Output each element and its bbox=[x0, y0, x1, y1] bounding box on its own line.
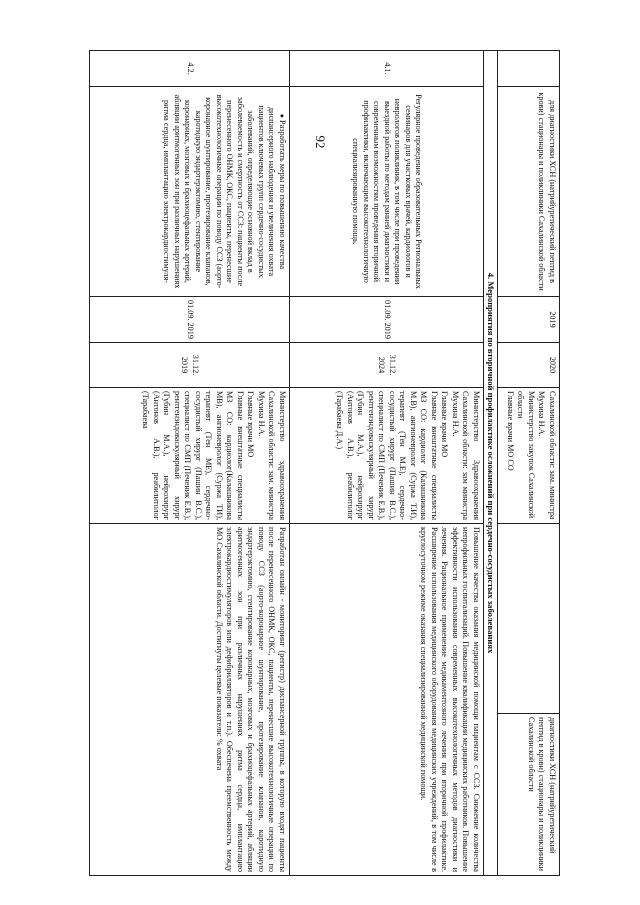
responsible-line: Главные врачи МО bbox=[440, 391, 450, 458]
table-row bbox=[498, 51, 560, 876]
page-number: 92 bbox=[313, 135, 328, 149]
end-date-cell: 2020 bbox=[498, 343, 560, 388]
start-date-cell: 01.09. 2019 bbox=[290, 297, 484, 343]
responsible-line: Министерство здравоохранения Сахалинской области: зам. министра Мухина Н.А. bbox=[257, 391, 287, 520]
responsible-cell bbox=[498, 388, 560, 524]
end-date-cell: 31.12. 2019 bbox=[90, 343, 290, 388]
result-continuation-cell: диагностики ХСН (натрийуретический пептид в крови) стационары и поликлиники Сахалинской области bbox=[498, 714, 560, 876]
start-date-cell: 01.09. 2019 bbox=[90, 297, 290, 343]
responsible-cell bbox=[90, 388, 290, 524]
row-number: 4.1. bbox=[290, 51, 484, 87]
row-number bbox=[498, 51, 560, 87]
activity-cell bbox=[90, 87, 290, 297]
result-cell: Разработан онлайн - мониторинг (регистр) диспансерной группы, в которую входят пациенты после перенесенного ОНМК, ОКС, пациенты, перенесшие высокотехнологичные операции по поводу ССЗ (аорто-коронарное шунтирование, протезирование клапанов, каротидную эндартерэктомию, стентирование коронарных, мозговых и брахиоцефальных артерий, абляции аритмогенных зон при различных нарушениях ритма сердца, имплантацию электрокардиостимуляторов или дефибрилляторов и т.п.). Обеспечена преемственность между МО Сахалинской области. Достигнуты целевые показатели: % охвата bbox=[90, 524, 290, 876]
result-cell bbox=[498, 524, 560, 714]
start-date-cell: 2019 bbox=[498, 297, 560, 343]
section-title: 4. Мероприятия по вторичной профилактике осложнений при сердечно-сосудистых заболеваниях bbox=[484, 51, 498, 876]
activity-text: Разработать меры по повышению качества диспансерного наблюдения и увеличения охвата пациентов ключевых групп сердечно-сосудистых заболеваний, определяющие основной вклад в заболеваемость и смертность от ССЗ: пациенты после перенесенного ОНМК, ОКС, пациенты, перенесшие высокотехнологичные операции по поводу ССЗ (аорто-коронарное шунтирование, протезирование клапанов, каротидную эндартерэктомию, стентирование коронарных, мозговых и брахиоцефальных артерий, абляции аритмогенных зон при различных нарушениях ритма сердца, имплантацию электрокардиостимуля- bbox=[162, 94, 287, 289]
bullet-icon: ● bbox=[278, 113, 286, 119]
responsible-line: Сахалинской области: зам. министра Мухина Н.А. bbox=[537, 391, 557, 520]
table-row bbox=[90, 51, 290, 876]
activities-table bbox=[89, 50, 560, 876]
responsible-line: Главные врачи МО bbox=[246, 391, 256, 458]
activity-cell: для диагностики ХСН (натрийуретический пептид в крови) стационары и поликлиники Сахалинской области bbox=[498, 87, 560, 297]
responsible-line: Министерство Здравоохранения Сахалинской области: зам министра Мухина Н.А. bbox=[451, 391, 481, 520]
result-cell: Повышение качества оказания медицинской помощи пациентам с ССЗ. Снижение количества непрофильных госпитализаций. Повышение квалификации медицинских работников. Повышение эффективности использования современных высокотехнологичных методов диагностики и лечения. Рациональное применение медикаментозного лечения при вторичной профилактике. Расширение использования медицинского оборудования медицинских учреждений, в том числе в круглосуточном режиме оказания специализированной медицинской помощи. bbox=[290, 524, 484, 876]
responsible-cell bbox=[290, 388, 484, 524]
responsible-line: Министерство закупок Сахалинской области bbox=[516, 391, 536, 519]
row-number: 4.2. bbox=[90, 51, 290, 87]
responsible-line: Главные внештатные специалисты МЗ СО: кардиолог(Калашникова МВ), ангионевролог (Суржа ТИ), терапевт (Тен МЕ), сердечно- сосудистый хирург (Пашин В.С.), специалист по СМП (Печеник Е.В.), рентгенэндоваскулярный хирург (Губин М.А.), нейрохирург (Антонов А.В.), реабилитолог (Тарабаева bbox=[141, 391, 245, 520]
table-row bbox=[290, 51, 484, 876]
responsible-line: Главные врачи МО СО bbox=[506, 391, 515, 471]
rotated-page-content bbox=[90, 50, 560, 875]
responsible-line: Главные внештатные специалисты МЗ СО: кардиолог (Калашникова М.В), ангионевролог (Суржа Т.И), терапевт (Тен М.Е), сердечно- сосудистый хирург (Пашин В.С.), специалист по СМП (Печеник Е.В.), рентгенэндоваскулярный хирург (Губин М.А.), нейрохирург (Антонов А.В.), реабилитолог (Тарабаева Д.А.) bbox=[335, 391, 439, 520]
section-header-row bbox=[484, 51, 498, 876]
activity-cell: Регулярное проведение образовательных Региональных семинаров для участковых врачей, кардиологов и неврологов поликлиник, в том числе при проведении выездной работы по методам ранней диагностики и современным возможностям проведения вторичной профилактики, включающим высокотехнологичную специализированную помощь. bbox=[290, 87, 484, 297]
end-date-cell: 31.12. 2024 bbox=[290, 343, 484, 388]
